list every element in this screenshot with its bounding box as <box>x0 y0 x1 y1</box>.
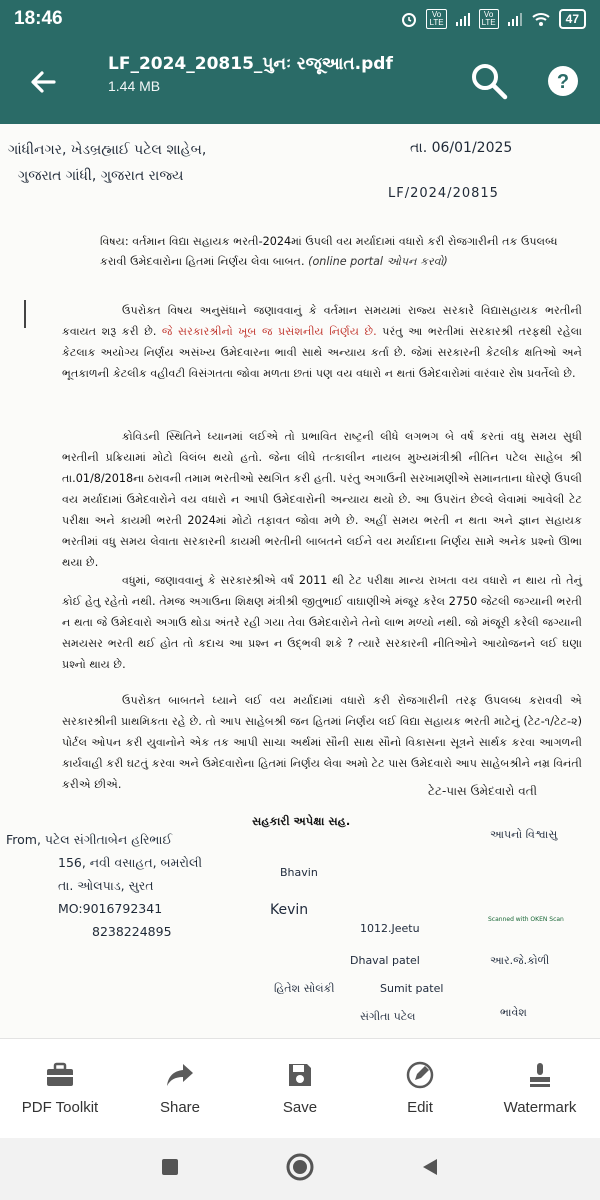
paragraph-4: ઉપરોક્ત બાબતને ધ્યાને લઈ વય મર્યાદામાં વધારો કરી રોજગારીની તરફ ઉપલબ્ધ કરાવવી એ સરકારશ્રીની પ્રાથમિકતા રહે છે. તો આપ સાહેબશ્રી જન હિતમાં નિર્ણય લઈ વિદ્યા સહાયક ભરતી માટેનું (ટેટ-૧/ટેટ-૨) પોર્ટલ ઓપન કરી યુવાનોને એક તક આપી સાચા અર્થમાં સૌની સાથ સૌનો વિકાસના સૂત્રને સાર્થક કરવા આગળની કાર્યવાહી કરી ઘટતું કરવા અને ઉમેદવારોના હિતમાં નિર્ણય લેવા અમો ટેટ પાસ ઉમેદવારો આપ સાહેબશ્રીને નમ્ર વિનંતી કરીએ છીએ. <box>62 694 582 791</box>
signature: સંગીતા પટેલ <box>360 1010 416 1023</box>
help-button[interactable] <box>546 64 580 98</box>
watermark-button[interactable] <box>480 1039 600 1138</box>
applicant-address-1: 156, નવી વસાહત, બમરોલી <box>58 855 203 870</box>
pdf-toolkit-label: PDF Toolkit <box>21 1099 99 1116</box>
applicant-address-2: તા. ઓલપાડ, સુરત <box>58 878 154 893</box>
recents-button[interactable] <box>159 1156 181 1182</box>
status-bar <box>0 0 600 38</box>
search-icon <box>468 60 510 102</box>
title-block <box>108 54 438 94</box>
paragraph-3: વધુમાં, જણાવવાનું કે સરકારશ્રીએ વર્ષ 2011 થી ટેટ પરીક્ષા માન્ય રાખતા વય વધારો ન થાય તો તેનું કોઈ હેતુ રહેતો નથી. તેમજ અગાઉના શિક્ષણ મંત્રીશ્રી જીતુભાઈ વાઘાણીએ મંજૂર કરેલ 2750 જેટલી જગ્યાની ભરતી ન થતા જે ઉમેદવારો અગાઉ થોડા અંતરે રહી ગયા તેવા ઉમેદવારોને તેનો લાભ મળ્યો નથી. જો મંજૂરી કરેલી જગ્યાની સમયસર ભરતી થઈ હોત તો કદાચ આ પ્રશ્ન ન ઉદ્ભવી શકે ? ત્યારે સરકારની નીતિઓને આયોજનને લઈ ઘણા પ્રશ્નો થાય છે. <box>62 574 582 671</box>
closing-line: સહકારી અપેક્ષા સહ. <box>252 814 351 828</box>
search-button[interactable] <box>468 60 510 102</box>
applicant-name: From, પટેલ સંગીતાબેન હરિભાઈ <box>6 832 173 847</box>
reference-number: LF/2024/20815 <box>388 186 499 201</box>
applicant-mobile: MO:9016792341 <box>58 901 163 916</box>
address-line-1: ગાંધીનગર, ખેડબ્રહ્માઈ પટેલ શાહેબ, <box>8 142 207 158</box>
bottom-toolbar <box>0 1038 600 1138</box>
subject-text: વિષય: વર્તમાન વિદ્યા સહાયક ભરતી-2024માં ઉપલી વય મર્યાદામાં વધારો કરી રોજગારીની તક ઉપલબ્ધ કરાવી ઉમેદવારોના હિતમાં નિર્ણય લેવા બાબત. <box>100 235 558 268</box>
status-icons <box>400 9 586 29</box>
wifi-icon <box>531 11 551 27</box>
recents-icon <box>159 1156 181 1178</box>
home-icon <box>285 1152 315 1182</box>
applicant-mobile-2: 8238224895 <box>92 924 172 939</box>
signature: હિતેશ સોલંકી <box>274 982 335 995</box>
signature: Sumit patel <box>380 982 444 995</box>
battery-indicator: 47 <box>559 9 586 29</box>
share-label: Share <box>159 1099 201 1116</box>
toolbox-icon <box>45 1061 75 1089</box>
signature: Dhaval patel <box>350 954 420 967</box>
system-nav-bar <box>0 1138 600 1200</box>
back-button[interactable] <box>24 62 64 102</box>
arrow-back-icon <box>24 62 64 102</box>
signature: 1012.Jeetu <box>360 922 420 935</box>
paragraph-2: કોવિડની સ્થિતિને ધ્યાનમાં લઈએ તો પ્રભાવિત રાષ્ટ્રની લીધે લગભગ બે વર્ષ કરતાં વધુ સમય સુધી ભરતીની પ્રક્રિયામાં મોટો વિલંબ થયો હતો. જેના લીધે તત્કાલીન નાયબ મુખ્યમંત્રીશ્રી નીતિન પટેલ સાહેબ શ્રી તા.01/8/2018ના ઠરાવની તમામ ભરતીઓ સ્થગિત કરી હતી. પરંતુ અગાઉની સરખામણીએ સમાનતાના ધોરણે ઉપલી વય મર્યાદામાં ઉમેદવારોને વય વધારો ન આપી ઉમેદવારોની અન્યાય થયો છે. આ ઉપરાંત છેલ્લે લેવામાં આવેલી ટેટ પરીક્ષા અને કાયમી ભરતી 2024માં મોટો તફાવત જોવા મળે છે. અહીં સમય ભરતી ન થતા અને જ્ઞાન સહાયક ભરતીમાં વધુ સમય લેવાતા સરકારની કાયમી ભરતીની બાબતને લઈને વય મર્યાદાના નિર્ણય સામે અનેક પ્રશ્નો ઊભા થયા છે. <box>62 430 582 569</box>
edit-label: Edit <box>407 1099 433 1116</box>
signatures-area <box>240 814 600 1038</box>
watermark-icon <box>526 1061 554 1089</box>
signature: ભાવેશ <box>500 1006 527 1019</box>
app-bar <box>0 38 600 124</box>
address-line-2: ગુજરાત ગાંધી, ગુજરાત રાજ્ય <box>18 168 184 184</box>
letter-subject <box>100 232 570 272</box>
svg-text:?: ? <box>556 71 570 93</box>
paragraph-1-start: ઉપરોક્ત વિષય અનુસંધાને જણાવવાનું કે વર્તમાન સમયમાં રાજ્ય સરકારે વિદ્યાસહાયક ભરતીની કવાયત શરૂ કરી છે. <box>62 304 582 338</box>
home-button[interactable] <box>285 1152 315 1186</box>
signal-icon <box>507 11 523 27</box>
scanner-watermark: Scanned with OKEN Scan <box>488 916 564 923</box>
edit-icon <box>406 1061 434 1089</box>
pdf-viewer[interactable] <box>0 124 600 1038</box>
volte-icon: Vo LTE <box>479 9 499 29</box>
paragraph-1 <box>62 300 582 384</box>
signature: Kevin <box>270 902 309 918</box>
signal-icon <box>455 11 471 27</box>
help-icon <box>546 64 580 98</box>
pdf-toolkit-button[interactable] <box>0 1039 120 1138</box>
margin-mark <box>24 300 26 328</box>
volte-icon: Vo LTE <box>426 9 446 29</box>
watermark-label: Watermark <box>503 1099 577 1116</box>
save-label: Save <box>282 1099 318 1116</box>
back-icon <box>419 1156 441 1178</box>
system-back-button[interactable] <box>419 1156 441 1182</box>
file-size: 1.44 MB <box>108 78 161 94</box>
share-icon <box>165 1061 195 1089</box>
signature: આર.જે.કોળી <box>490 954 550 967</box>
status-time: 18:46 <box>14 8 63 29</box>
paragraph-1-highlight: જે સરકારશ્રીનો ખૂબ જ પ્રસંશનીય નિર્ણય છે. <box>161 325 377 338</box>
file-title: LF_2024_20815_પુનઃ રજૂઆત.pdf <box>108 54 393 74</box>
applicant-block <box>0 828 203 943</box>
letter-date: તા. 06/01/2025 <box>410 140 513 156</box>
pdf-page <box>0 124 600 1038</box>
save-icon <box>286 1061 314 1089</box>
share-button[interactable] <box>120 1039 240 1138</box>
subject-note: (online portal ઓપન કરવો) <box>308 255 448 268</box>
save-button[interactable] <box>240 1039 360 1138</box>
signature: આપનો વિશ્વાસુ <box>490 828 558 841</box>
edit-button[interactable] <box>360 1039 480 1138</box>
signoff-right: ટેટ-પાસ ઉમેદવારો વતી <box>428 784 538 798</box>
paragraph-1-end: પરંતુ આ ભરતીમાં સરકારશ્રી તરફથી રહેલા કેટલાક અયોગ્ય નિર્ણય અસંખ્ય ઉમેદવારના ભાવી સાથે અન્યાય કર્તા છે. જેમાં સરકારની કેટલીક ક્ષતિઓ અને ભૂતકાળની કેટલીક વહીવટી વિસંગતતા જોવા મળતા છતાં પણ વય વધારો ન થતાં ઉમેદવારોમાં વારંવાર રોષ પ્રવર્તેલો છે. <box>62 325 582 380</box>
alarm-icon <box>400 10 418 28</box>
signature: Bhavin <box>280 866 318 879</box>
